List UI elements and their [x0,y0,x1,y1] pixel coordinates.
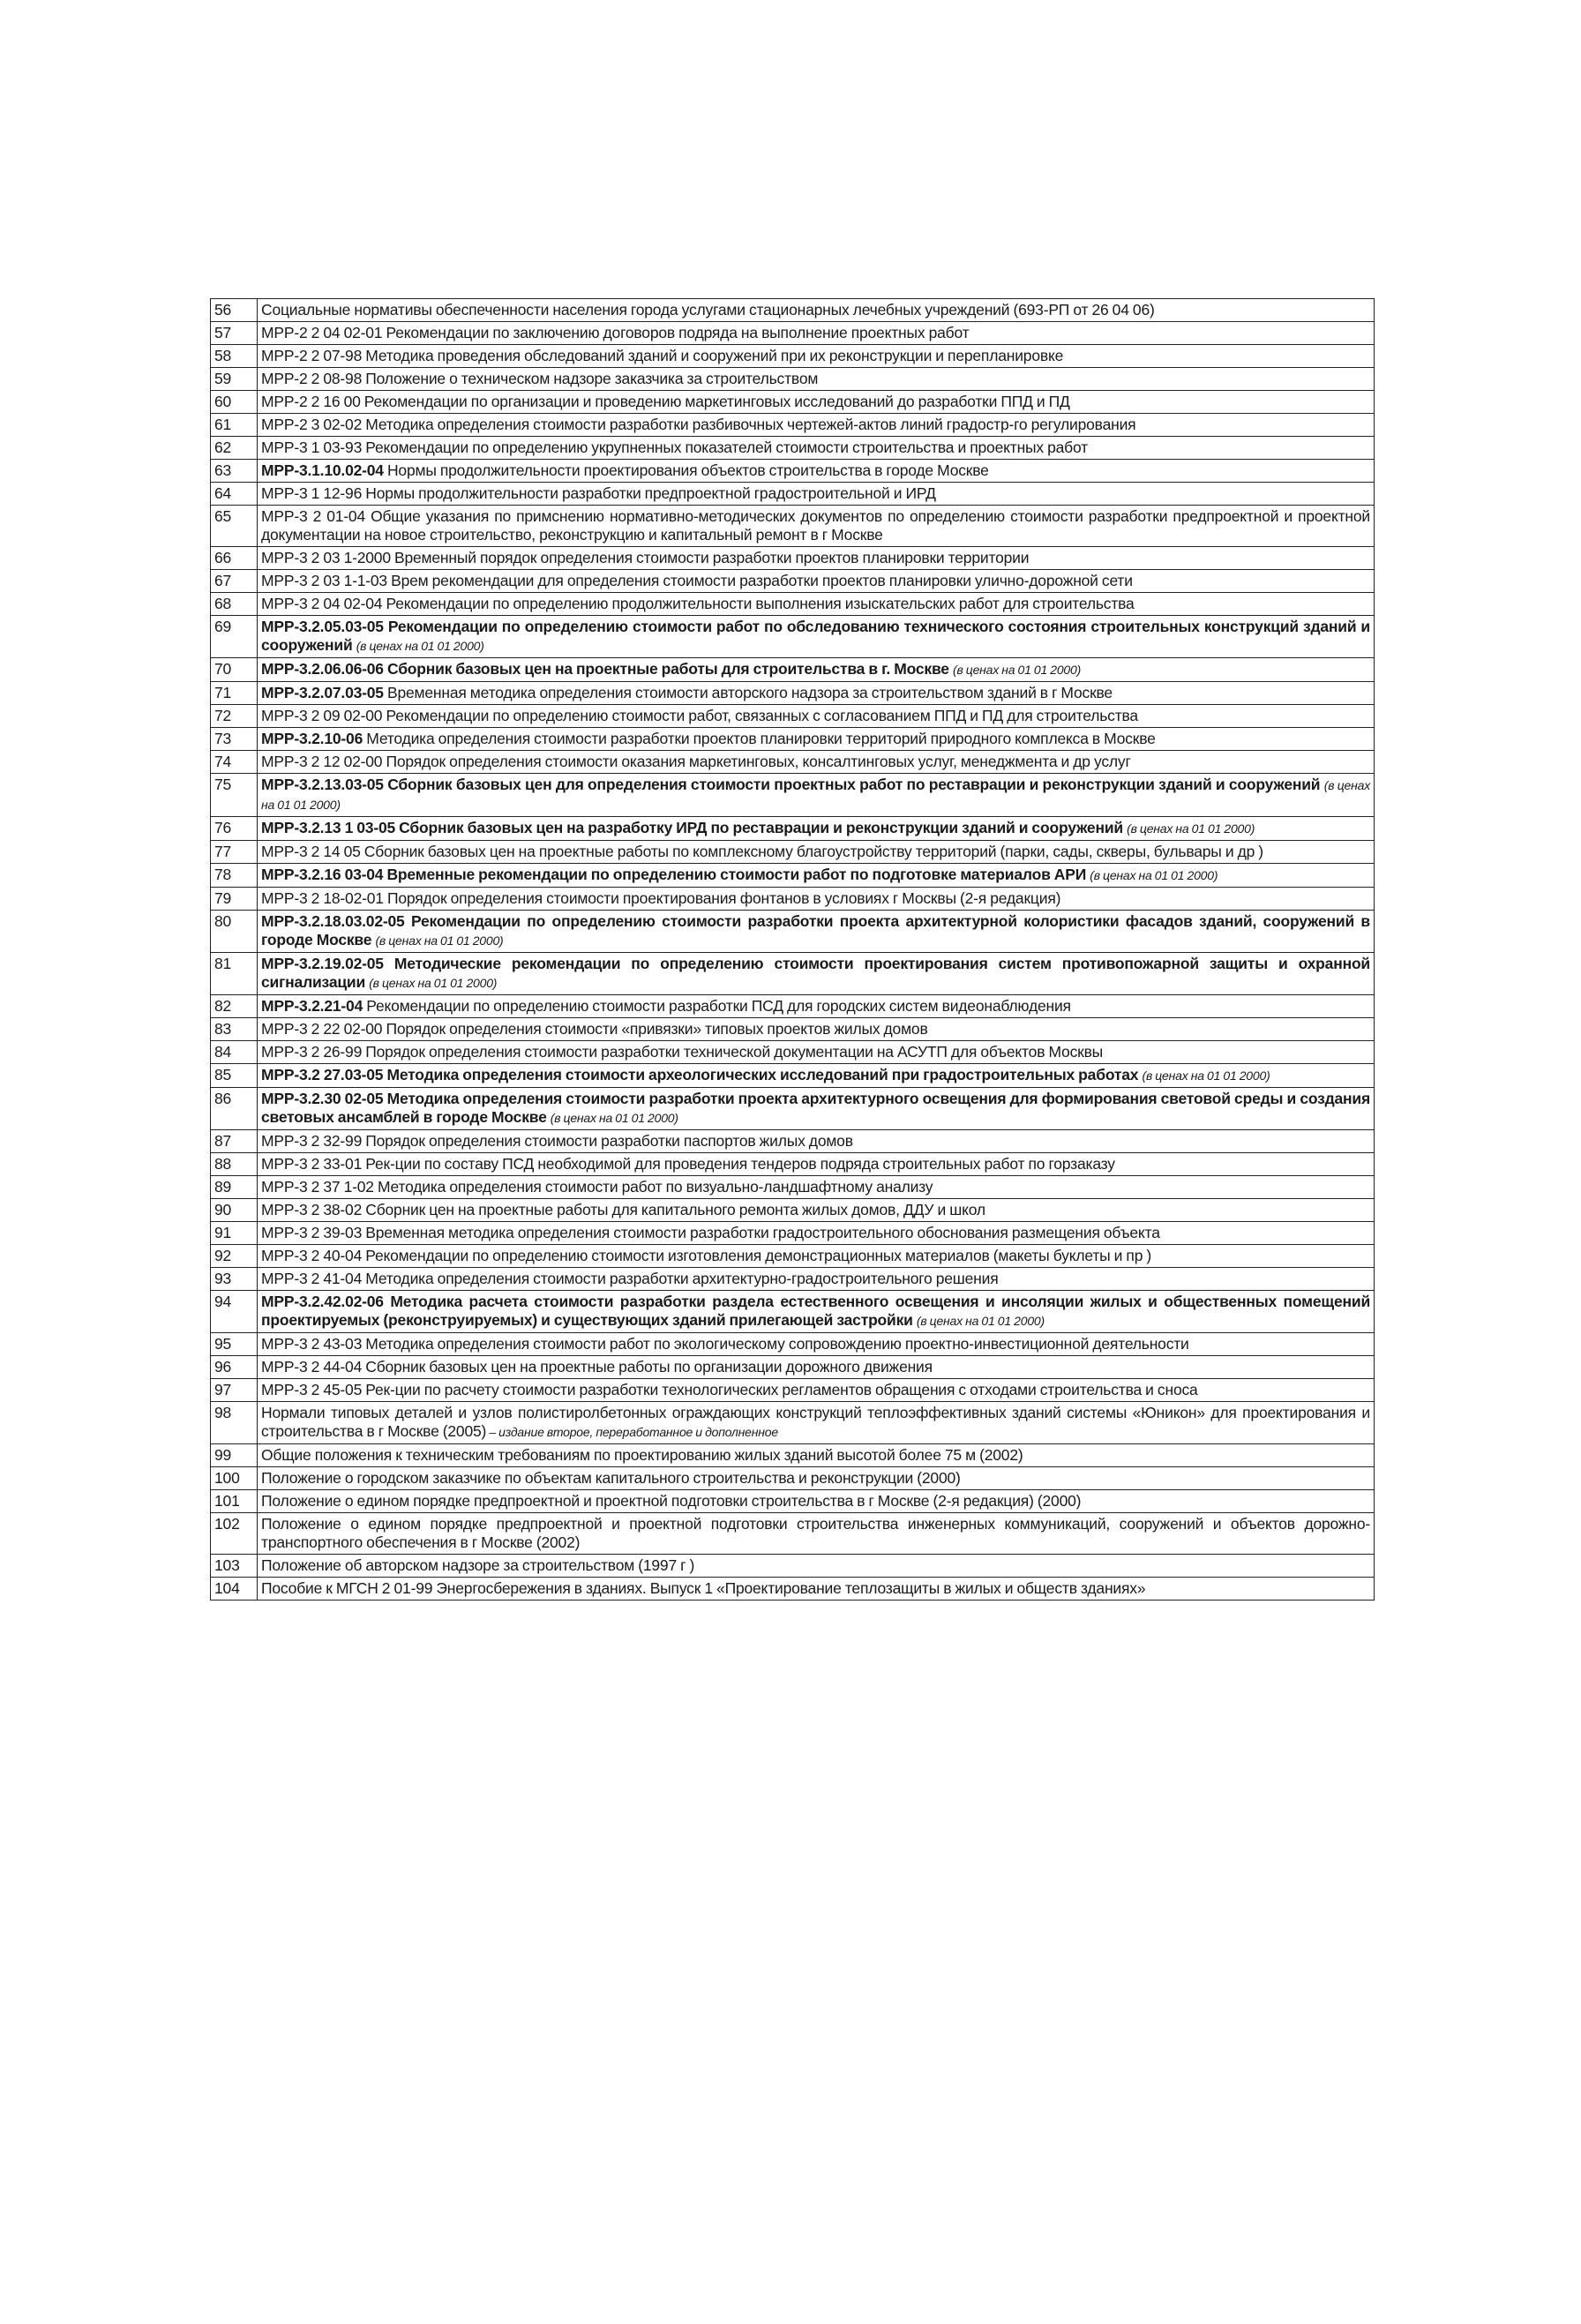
row-number: 61 [211,414,258,437]
row-number: 69 [211,616,258,658]
row-number: 94 [211,1291,258,1333]
row-document-title [258,774,1375,817]
row-number: 56 [211,299,258,322]
row-number: 76 [211,817,258,841]
document-title-bold: МРР-3.2.13.03-05 Сборник базовых цен для определения стоимости проектных работ по реставрации и реконструкции зданий и сооружений [261,776,1321,793]
document-title-text: МРР-3 2 14 05 Сборник базовых цен на проектные работы по комплексному благоустройству территорий (парки, сады, скверы, бульвары и др ) [261,843,1263,860]
row-document-title [258,1018,1375,1041]
price-basis-note: (в ценах на 01 01 2000) [1090,868,1218,882]
row-document-title [258,995,1375,1018]
row-number: 98 [211,1402,258,1444]
table-row [211,547,1375,570]
row-document-title [258,1222,1375,1245]
table-row [211,658,1375,682]
row-document-title [258,460,1375,483]
table-row [211,322,1375,345]
row-number: 60 [211,391,258,414]
document-title-bold: МРР-3.2.18.03.02-05 Рекомендации по определению стоимости разработки проекта архитектурной колористики фасадов зданий, сооружений в городе Москве [261,912,1370,948]
table-row [211,1379,1375,1402]
table-row [211,1268,1375,1291]
table-row [211,817,1375,841]
row-number: 77 [211,841,258,864]
document-title-bold: МРР-3.2.05.03-05 Рекомендации по определению стоимости работ по обследованию технического состояния строительных конструкций зданий и сооружений [261,618,1370,654]
row-number: 103 [211,1555,258,1578]
document-title-text: Методика определения стоимости разработки проектов планировки территорий природного комплекса в Москве [363,730,1156,747]
document-title-text: МРР-3 1 12-96 Нормы продолжительности разработки предпроектной градостроительной и ИРД [261,484,936,502]
row-number: 92 [211,1245,258,1268]
row-number: 87 [211,1130,258,1153]
row-document-title [258,414,1375,437]
document-title-text: МРР-3 2 03 1-2000 Временный порядок определения стоимости разработки проектов планировки территории [261,549,1030,566]
price-basis-note: (в ценах на 01 01 2000) [1127,821,1255,836]
table-row [211,1555,1375,1578]
table-row [211,616,1375,658]
row-number: 59 [211,368,258,391]
table-row [211,1153,1375,1176]
document-title-text: МРР-3 2 32-99 Порядок определения стоимости разработки паспортов жилых домов [261,1132,853,1150]
document-code: МРР-3.2.07.03-05 [261,684,384,701]
document-title-text: Положение о едином порядке предпроектной и проектной подготовки строительства в г Москве (2-я редакция) (2000) [261,1492,1082,1510]
row-document-title [258,1153,1375,1176]
row-document-title [258,751,1375,774]
row-document-title [258,299,1375,322]
row-number: 80 [211,911,258,953]
row-number: 86 [211,1088,258,1130]
row-document-title [258,1467,1375,1490]
table-row [211,506,1375,547]
row-document-title [258,1041,1375,1064]
document-title-text: МРР-3 2 01-04 Общие указания по примснению нормативно-методических документов по определению стоимости разработки предпроектной и проектной документации на новое строительство, реконструкцию и капитальный ремонт в г Москве [261,507,1370,544]
table-row [211,1222,1375,1245]
table-row [211,1018,1375,1041]
normative-documents-table [210,298,1375,1601]
row-number: 99 [211,1444,258,1467]
document-title-bold: МРР-3.2 27.03-05 Методика определения стоимости археологических исследований при градостроительных работах [261,1066,1139,1083]
table-row [211,682,1375,705]
table-body [211,299,1375,1601]
table-row [211,1467,1375,1490]
row-document-title [258,728,1375,751]
document-title-text: МРР-3 1 03-93 Рекомендации по определению укрупненных показателей стоимости строительства и проектных работ [261,439,1088,456]
row-number: 96 [211,1356,258,1379]
row-document-title [258,841,1375,864]
table-row [211,1088,1375,1130]
table-row [211,995,1375,1018]
row-number: 75 [211,774,258,817]
document-title-text: МРР-2 2 08-98 Положение о техническом надзоре заказчика за строительством [261,370,819,387]
row-number: 73 [211,728,258,751]
document-title-text: Положение о городском заказчике по объектам капитального строительства и реконструкции (2000) [261,1469,961,1487]
document-title-text: МРР-3 2 12 02-00 Порядок определения стоимости оказания маркетинговых, консалтинговых услуг, менеджмента и др услуг [261,753,1131,770]
table-row [211,570,1375,593]
row-number: 104 [211,1578,258,1601]
table-row [211,841,1375,864]
row-number: 83 [211,1018,258,1041]
row-number: 91 [211,1222,258,1245]
price-basis-note: (в ценах на 01 01 2000) [550,1111,678,1125]
document-title-bold: МРР-3.2.19.02-05 Методические рекомендации по определению стоимости проектирования систем противопожарной защиты и охранной сигнализации [261,955,1370,991]
table-row [211,728,1375,751]
table-row [211,1333,1375,1356]
row-document-title [258,391,1375,414]
row-document-title [258,345,1375,368]
row-document-title [258,1578,1375,1601]
table-row [211,1064,1375,1088]
document-title-text: МРР-2 2 16 00 Рекомендации по организации и проведению маркетинговых исследований до разработки ППД и ПД [261,393,1070,410]
row-number: 62 [211,437,258,460]
price-basis-note: (в ценах на 01 01 2000) [375,933,504,948]
price-basis-note: (в ценах на 01 01 2000) [916,1314,1045,1328]
document-title-text: МРР-3 2 04 02-04 Рекомендации по определению продолжительности выполнения изыскательских работ для строительства [261,595,1135,612]
price-basis-note: (в ценах на 01 01 2000) [953,663,1082,677]
row-number: 78 [211,864,258,888]
document-title-text: Рекомендации по определению стоимости разработки ПСД для городских систем видеонаблюдения [363,997,1071,1015]
row-document-title [258,1268,1375,1291]
document-title-text: Временная методика определения стоимости авторского надзора за строительством зданий в г Москве [383,684,1113,701]
row-number: 72 [211,705,258,728]
row-document-title [258,864,1375,888]
row-number: 70 [211,658,258,682]
row-document-title [258,1490,1375,1513]
row-document-title [258,1356,1375,1379]
table-row [211,593,1375,616]
row-number: 97 [211,1379,258,1402]
row-document-title [258,658,1375,682]
row-document-title [258,1245,1375,1268]
row-document-title [258,368,1375,391]
table-row [211,911,1375,953]
document-title-text: МРР-3 2 41-04 Методика определения стоимости разработки архитектурно-градостроительного решения [261,1270,999,1287]
row-number: 71 [211,682,258,705]
table-row [211,299,1375,322]
document-title-text: Пособие к МГСН 2 01-99 Энергосбережения в зданиях. Выпуск 1 «Проектирование теплозащиты в жилых и обществ зданиях» [261,1579,1146,1597]
row-document-title [258,1291,1375,1333]
row-number: 58 [211,345,258,368]
document-title-text: Социальные нормативы обеспеченности населения города услугами стационарных лечебных учреждений (693-РП от 26 04 06) [261,301,1155,319]
table-row [211,1199,1375,1222]
row-number: 89 [211,1176,258,1199]
document-title-text: МРР-2 2 04 02-01 Рекомендации по заключению договоров подряда на выполнение проектных работ [261,324,970,341]
document-title-bold: МРР-3.2.42.02-06 Методика расчета стоимости разработки раздела естественного освещения и инсоляции жилых и общественных помещений проектируемых (реконструируемых) и существующих зданий прилегающей застройки [261,1293,1370,1329]
table-row [211,1356,1375,1379]
document-title-text: Нормы продолжительности проектирования объектов строительства в городе Москве [383,461,989,479]
table-row [211,368,1375,391]
document-title-bold: МРР-3.2.13 1 03-05 Сборник базовых цен на разработку ИРД по реставрации и реконструкции зданий и сооружений [261,819,1123,836]
row-number: 90 [211,1199,258,1222]
table-row [211,1041,1375,1064]
document-title-bold: МРР-3.2.16 03-04 Временные рекомендации по определению стоимости работ по подготовке материалов АРИ [261,866,1087,883]
row-document-title [258,483,1375,506]
row-number: 84 [211,1041,258,1064]
document-code: МРР-3.2.21-04 [261,997,363,1015]
row-number: 100 [211,1467,258,1490]
document-title-text: Положение о едином порядке предпроектной и проектной подготовки строительства инженерных коммуникаций, сооружений и объектов дорожно-транспортного обеспечения в г Москве (2002) [261,1515,1370,1551]
row-document-title [258,437,1375,460]
table-row [211,437,1375,460]
row-number: 68 [211,593,258,616]
document-title-text: МРР-2 3 02-02 Методика определения стоимости разработки разбивочных чертежей-актов линий градостр-го регулирования [261,416,1136,433]
row-number: 63 [211,460,258,483]
document-code: МРР-3.1.10.02-04 [261,461,384,479]
table-row [211,1245,1375,1268]
row-number: 64 [211,483,258,506]
row-number: 67 [211,570,258,593]
document-title-text: МРР-3 2 26-99 Порядок определения стоимости разработки технической документации на АСУТП для объектов Москвы [261,1043,1104,1061]
row-number: 102 [211,1513,258,1555]
document-title-text: МРР-3 2 33-01 Рек-ции по составу ПСД необходимой для проведения тендеров подряда строительных работ по горзаказу [261,1155,1115,1173]
document-title-bold: МРР-3.2.30 02-05 Методика определения стоимости разработки проекта архитектурного освещения для формирования световой среды и создания световых ансамблей в городе Москве [261,1090,1370,1126]
row-number: 79 [211,888,258,911]
row-document-title [258,322,1375,345]
row-document-title [258,1130,1375,1153]
table-row [211,1513,1375,1555]
row-document-title [258,616,1375,658]
table-row [211,864,1375,888]
row-document-title [258,1333,1375,1356]
table-row [211,774,1375,817]
document-title-text: МРР-3 2 44-04 Сборник базовых цен на проектные работы по организации дорожного движения [261,1358,933,1376]
row-document-title [258,1444,1375,1467]
price-basis-note: (в ценах на 01 01 2000) [261,778,1370,812]
table-row [211,1578,1375,1601]
table-row [211,1402,1375,1444]
row-document-title [258,1379,1375,1402]
row-document-title [258,1402,1375,1444]
row-number: 57 [211,322,258,345]
row-document-title [258,705,1375,728]
row-document-title [258,1199,1375,1222]
table-row [211,1130,1375,1153]
table-row [211,483,1375,506]
row-document-title [258,506,1375,547]
row-document-title [258,953,1375,995]
table-row [211,1490,1375,1513]
row-number: 82 [211,995,258,1018]
row-document-title [258,1176,1375,1199]
table-row [211,414,1375,437]
row-document-title [258,1555,1375,1578]
table-row [211,1291,1375,1333]
row-document-title [258,682,1375,705]
row-number: 88 [211,1153,258,1176]
document-title-text: МРР-3 2 37 1-02 Методика определения стоимости работ по визуально-ландшафтному анализу [261,1178,933,1196]
row-number: 74 [211,751,258,774]
document-title-text: МРР-3 2 45-05 Рек-ции по расчету стоимости разработки технологических регламентов обращения с отходами строительства и сноса [261,1381,1198,1398]
row-number: 95 [211,1333,258,1356]
document-title-text: МРР-3 2 40-04 Рекомендации по определению стоимости изготовления демонстрационных материалов (макеты буклеты и пр ) [261,1247,1152,1264]
row-document-title [258,888,1375,911]
price-basis-note: (в ценах на 01 01 2000) [1142,1068,1270,1083]
row-document-title [258,570,1375,593]
row-document-title [258,1088,1375,1130]
table-row [211,1444,1375,1467]
row-document-title [258,547,1375,570]
row-document-title [258,1513,1375,1555]
document-title-text: МРР-3 2 22 02-00 Порядок определения стоимости «привязки» типовых проектов жилых домов [261,1020,928,1038]
table-row [211,1176,1375,1199]
document-title-text: МРР-3 2 43-03 Методика определения стоимости работ по экологическому сопровождению проектно-инвестиционной деятельности [261,1335,1189,1353]
table-row [211,953,1375,995]
document-title-text: МРР-3 2 38-02 Сборник цен на проектные работы для капитального ремонта жилых домов, ДДУ и школ [261,1201,985,1218]
row-document-title [258,1064,1375,1088]
document-title-text: МРР-2 2 07-98 Методика проведения обследований зданий и сооружений при их реконструкции и перепланировке [261,347,1064,364]
row-number: 93 [211,1268,258,1291]
price-basis-note: (в ценах на 01 01 2000) [356,639,484,653]
document-title-text: Общие положения к техническим требованиям по проектированию жилых зданий высотой более 75 м (2002) [261,1446,1023,1464]
document-title-text: МРР-3 2 18-02-01 Порядок определения стоимости проектирования фонтанов в условиях г Москвы (2-я редакция) [261,889,1061,907]
table-row [211,751,1375,774]
row-number: 101 [211,1490,258,1513]
table-row [211,391,1375,414]
table-row [211,460,1375,483]
row-document-title [258,593,1375,616]
document-title-text: МРР-3 2 39-03 Временная методика определения стоимости разработки градостроительного обоснования размещения объекта [261,1224,1160,1241]
document-code: МРР-3.2.10-06 [261,730,363,747]
row-document-title [258,911,1375,953]
document-title-text: Положение об авторском надзоре за строительством (1997 г ) [261,1556,695,1574]
table-row [211,888,1375,911]
document-title-text: МРР-3 2 03 1-1-03 Врем рекомендации для определения стоимости разработки проектов планировки улично-дорожной сети [261,572,1133,589]
row-number: 81 [211,953,258,995]
price-basis-note: – издание второе, переработанное и дополненное [486,1425,778,1439]
table-row [211,705,1375,728]
row-number: 66 [211,547,258,570]
document-title-text: Нормали типовых деталей и узлов полистиролбетонных ограждающих конструкций теплоэффективных зданий системы «Юникон» для проектирования и строительства в г Москве (2005) [261,1404,1370,1440]
document-title-bold: МРР-3.2.06.06-06 Сборник базовых цен на проектные работы для строительства в г. Москве [261,660,949,678]
table-row [211,345,1375,368]
document-title-text: МРР-3 2 09 02-00 Рекомендации по определению стоимости работ, связанных с согласованием ППД и ПД для строительства [261,707,1138,724]
row-number: 85 [211,1064,258,1088]
row-document-title [258,817,1375,841]
row-number: 65 [211,506,258,547]
price-basis-note: (в ценах на 01 01 2000) [369,976,498,990]
